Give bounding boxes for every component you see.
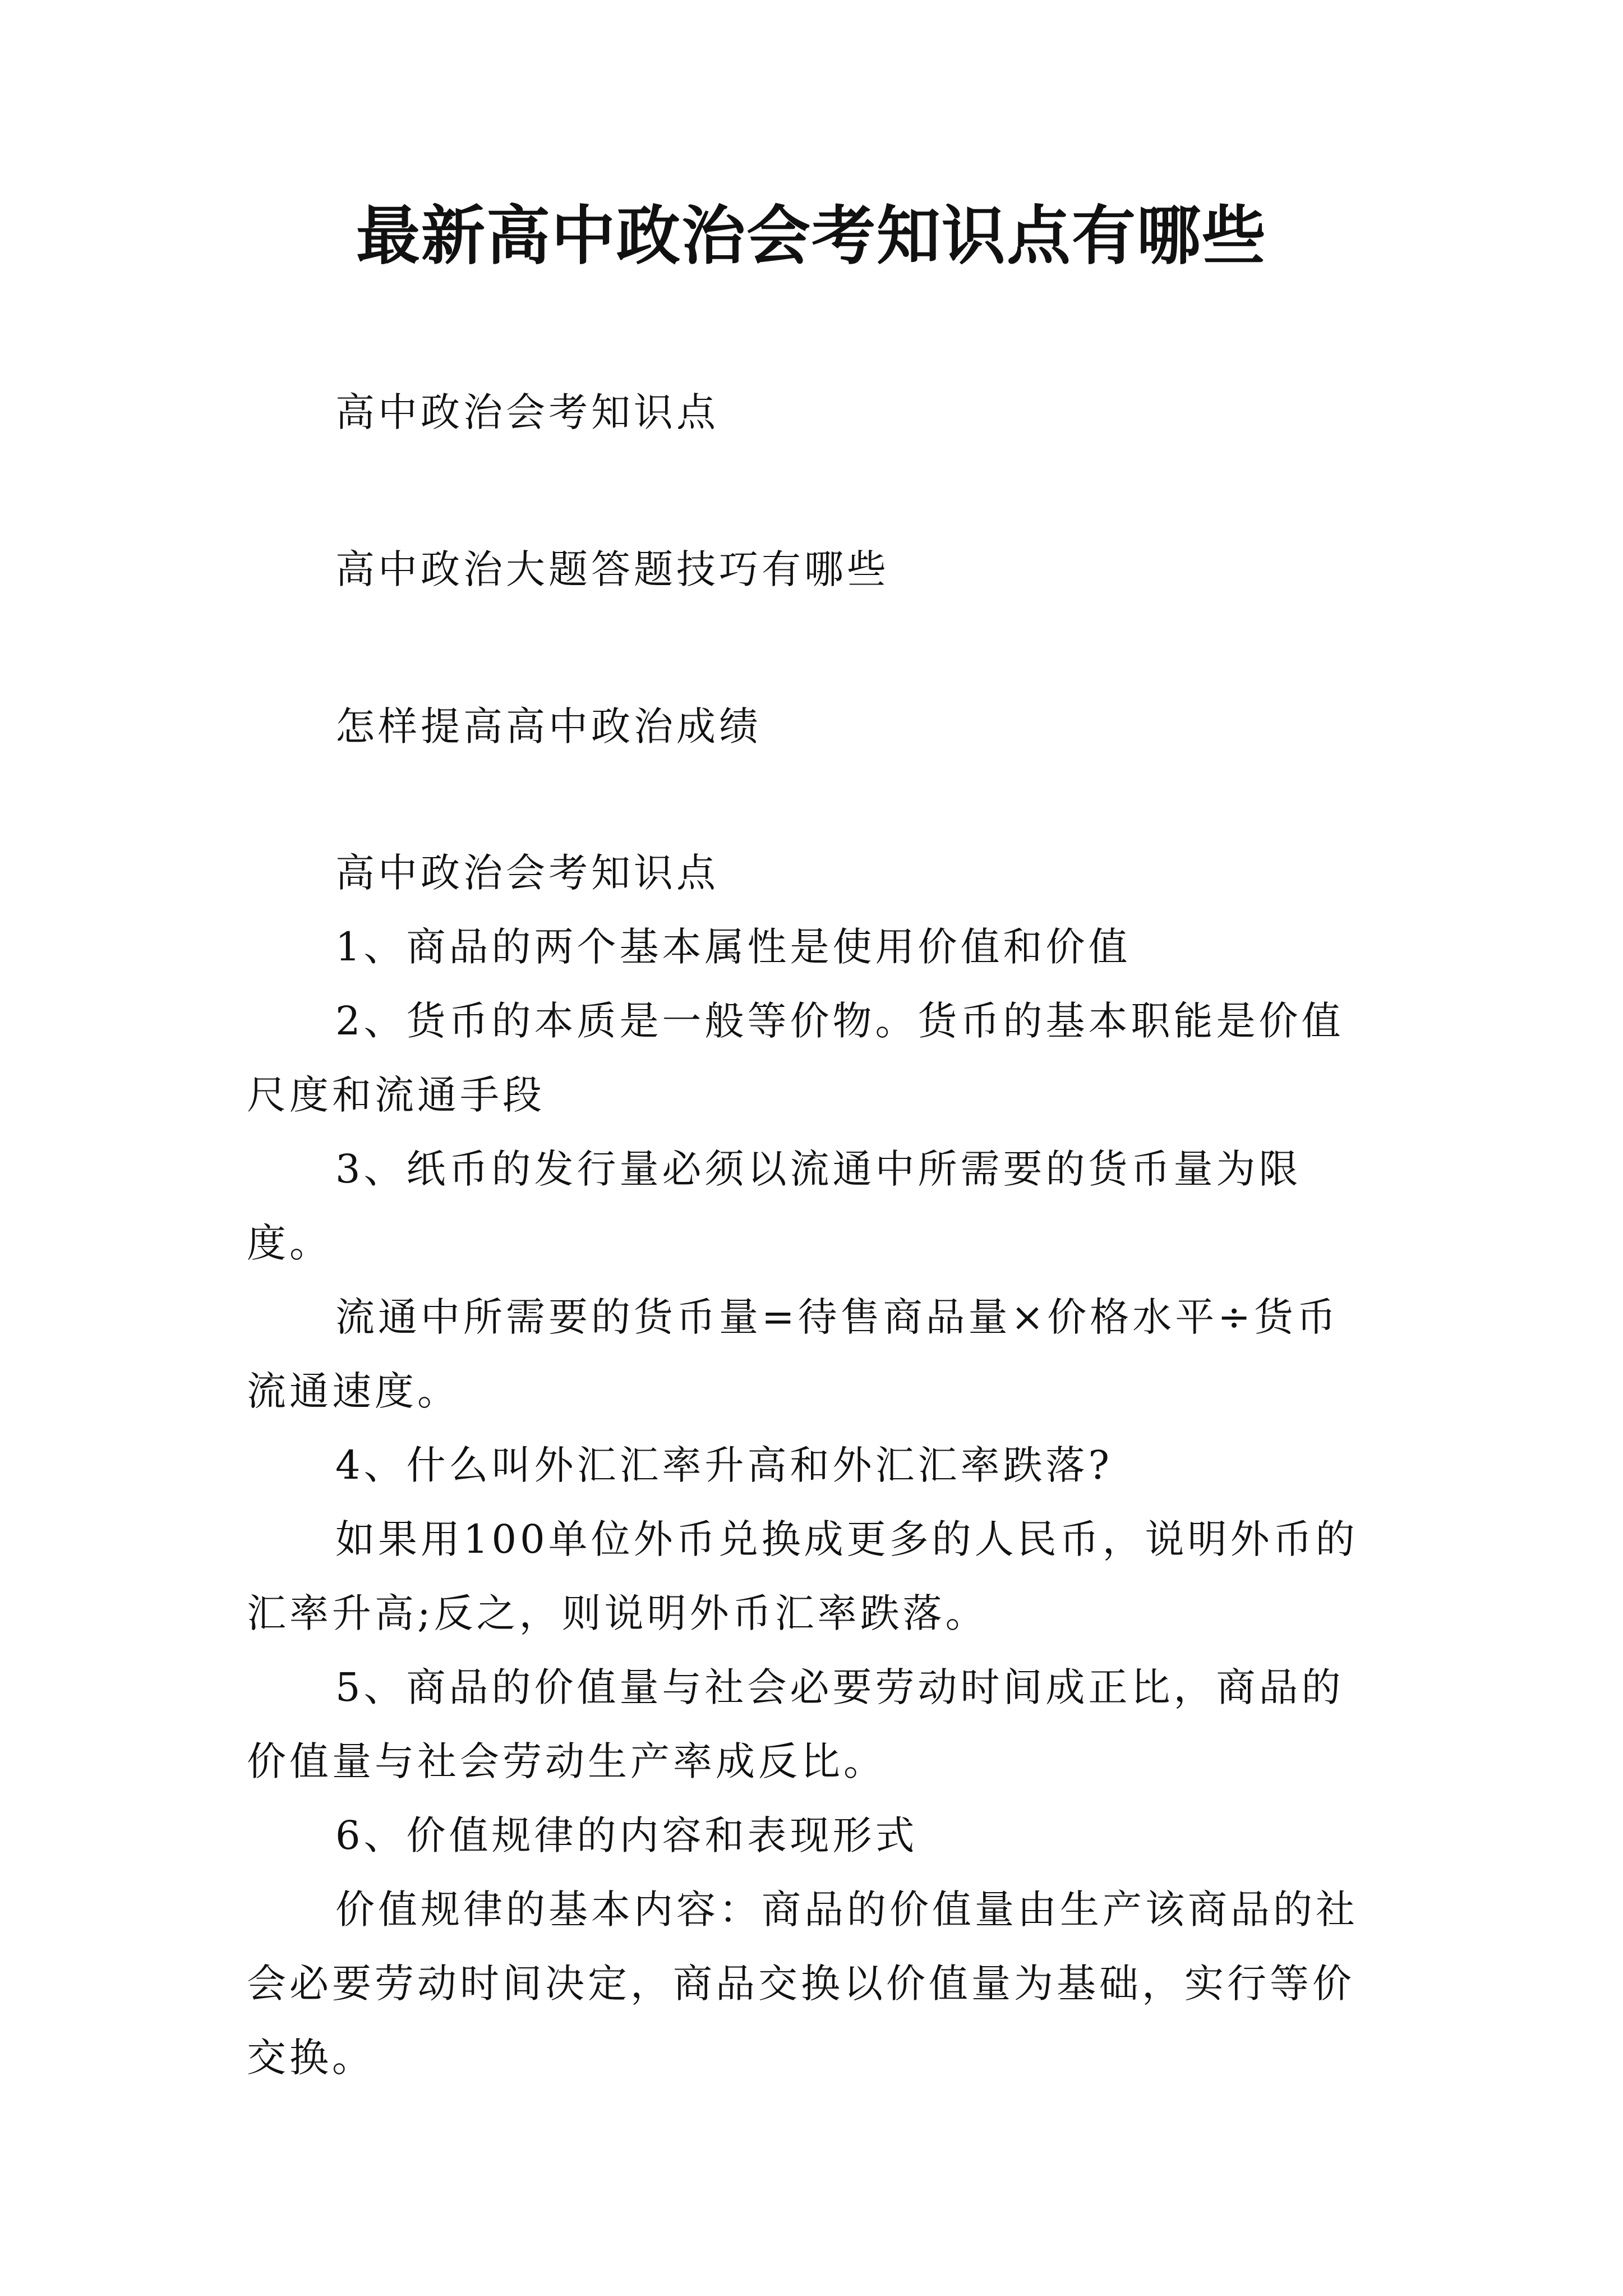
paragraph: 如果用100单位外币兑换成更多的人民币，说明外币的汇率升高;反之，则说明外币汇率跌落。 — [247, 1516, 1358, 1636]
document-body — [247, 836, 1380, 2095]
paragraph: 6、价值规律的内容和表现形式 — [335, 1812, 918, 1858]
paragraph: 5、商品的价值量与社会必要劳动时间成正比，商品的价值量与社会劳动生产率成反比。 — [247, 1664, 1344, 1784]
paragraph: 2、货币的本质是一般等价物。货币的基本职能是价值尺度和流通手段 — [247, 998, 1344, 1118]
toc-item-1: 高中政治会考知识点 — [335, 389, 719, 435]
section-heading: 高中政治会考知识点 — [335, 850, 719, 896]
paragraph: 1、商品的两个基本属性是使用价值和价值 — [335, 924, 1131, 970]
toc-item-3: 怎样提高高中政治成绩 — [335, 703, 762, 749]
paragraph: 价值规律的基本内容：商品的价值量由生产该商品的社会必要劳动时间决定，商品交换以价值量为基础，实行等价交换。 — [247, 1887, 1358, 2081]
paragraph: 4、什么叫外汇汇率升高和外汇汇率跌落? — [335, 1442, 1113, 1488]
document-title: 最新高中政治会考知识点有哪些 — [356, 198, 1267, 273]
paragraph: 3、纸币的发行量必须以流通中所需要的货币量为限度。 — [247, 1146, 1302, 1266]
paragraph: 流通中所需要的货币量=待售商品量×价格水平÷货币流通速度。 — [247, 1294, 1339, 1414]
toc-item-2: 高中政治大题答题技巧有哪些 — [335, 546, 889, 592]
